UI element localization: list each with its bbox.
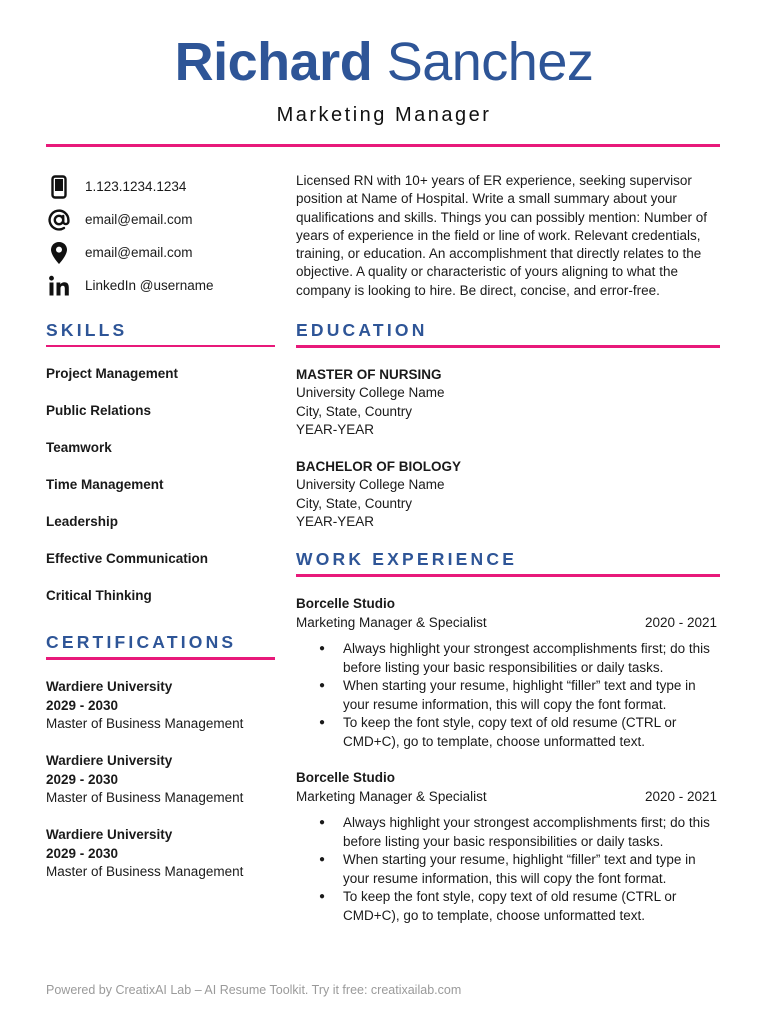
job-title: Marketing Manager	[276, 104, 492, 126]
location-pin-icon	[46, 240, 72, 266]
contact-linkedin	[46, 269, 286, 302]
education-divider	[296, 345, 720, 348]
header-divider	[46, 144, 720, 147]
certification-entry	[46, 752, 286, 808]
skills-heading: SKILLS	[46, 320, 128, 340]
skill-item: Time Management	[46, 477, 164, 492]
work-bullet: ● To keep the font style, copy text of old resume (CTRL or CMD+C), go to template, choose unformatted text.	[343, 714, 720, 751]
skill-item: Public Relations	[46, 403, 152, 418]
certification-entry	[46, 826, 286, 882]
work-position: Marketing Manager & Specialist	[296, 788, 487, 804]
linkedin-icon	[46, 273, 72, 299]
certification-years: 2029 - 2030	[46, 771, 119, 787]
contact-email	[46, 203, 286, 236]
phone-icon	[46, 174, 72, 200]
work-experience-divider	[296, 574, 720, 577]
contact-list	[46, 170, 286, 302]
education-years: YEAR-YEAR	[296, 513, 375, 529]
work-bullet: ● When starting your resume, highlight “filler” text and type in your resume information, this will copy the font format.	[343, 677, 720, 714]
certifications-divider	[46, 657, 275, 660]
work-position: Marketing Manager & Specialist	[296, 614, 487, 630]
last-name: Sanchez	[386, 32, 594, 92]
work-dates: 2020 - 2021	[644, 788, 717, 804]
contact-phone	[46, 170, 286, 203]
footer-powered-by: Powered by CreatixAI Lab – AI Resume Toolkit. Try it free: creatixailab.com	[46, 983, 462, 997]
education-heading: EDUCATION	[296, 320, 428, 340]
skill-item: Teamwork	[46, 440, 112, 455]
candidate-name	[0, 30, 768, 94]
work-entry	[296, 595, 720, 751]
work-bullet: ● When starting your resume, highlight “filler” text and type in your resume information, this will copy the font format.	[343, 851, 720, 888]
certification-school: Wardiere University	[46, 827, 173, 842]
at-icon	[46, 207, 72, 233]
work-bullet: ● To keep the font style, copy text of old resume (CTRL or CMD+C), go to template, choose unformatted text.	[343, 888, 720, 925]
education-school: University College Name	[296, 477, 445, 493]
skills-divider	[46, 345, 275, 347]
work-dates: 2020 - 2021	[644, 614, 717, 630]
certification-program: Master of Business Management	[46, 716, 244, 731]
contact-linkedin-text: LinkedIn @username	[85, 278, 214, 293]
work-bullets	[296, 814, 720, 925]
certifications-heading: CERTIFICATIONS	[46, 632, 237, 652]
work-bullets	[296, 640, 720, 751]
contact-location	[46, 236, 286, 269]
skill-item: Effective Communication	[46, 551, 209, 566]
contact-email-text: email@email.com	[85, 212, 193, 227]
work-company: Borcelle Studio	[296, 770, 396, 785]
work-bullet: ● Always highlight your strongest accomplishments first; do this before listing your basic responsibilities or daily tasks.	[343, 814, 720, 851]
contact-location-text: email@email.com	[85, 245, 193, 260]
certification-years: 2029 - 2030	[46, 845, 119, 861]
education-entry	[296, 366, 716, 439]
certification-school: Wardiere University	[46, 753, 173, 768]
certification-program: Master of Business Management	[46, 790, 244, 805]
professional-summary: Licensed RN with 10+ years of ER experience, seeking supervisor position at Name of Hospital. Write a small summary about your qualifications and skills. Things you can possibly mention: Number of years of experience in the field or line of work. Relevant credentials, training, or education. An accomplishment that directly relates to the objective. A quality or characteristic of yours aligning to what the company is looking to hire. Be direct, concise, and error-free.	[296, 173, 707, 298]
education-degree: BACHELOR OF BIOLOGY	[296, 459, 461, 474]
work-experience-heading: WORK EXPERIENCE	[296, 549, 518, 569]
skill-item: Leadership	[46, 514, 119, 529]
skill-item: Critical Thinking	[46, 588, 152, 603]
education-school: University College Name	[296, 385, 445, 401]
education-location: City, State, Country	[296, 495, 413, 511]
skill-item: Project Management	[46, 366, 179, 381]
education-degree: MASTER OF NURSING	[296, 367, 442, 382]
education-entry	[296, 458, 716, 531]
certification-years: 2029 - 2030	[46, 697, 119, 713]
certification-school: Wardiere University	[46, 679, 173, 694]
certification-program: Master of Business Management	[46, 864, 244, 879]
work-bullet: ● Always highlight your strongest accomplishments first; do this before listing your basic responsibilities or daily tasks.	[343, 640, 720, 677]
education-location: City, State, Country	[296, 403, 413, 419]
skills-list	[46, 365, 276, 624]
certification-entry	[46, 678, 286, 734]
education-years: YEAR-YEAR	[296, 421, 375, 437]
work-company: Borcelle Studio	[296, 596, 396, 611]
first-name: Richard	[174, 32, 373, 92]
work-entry	[296, 769, 720, 925]
contact-phone-text: 1.123.1234.1234	[85, 179, 187, 194]
